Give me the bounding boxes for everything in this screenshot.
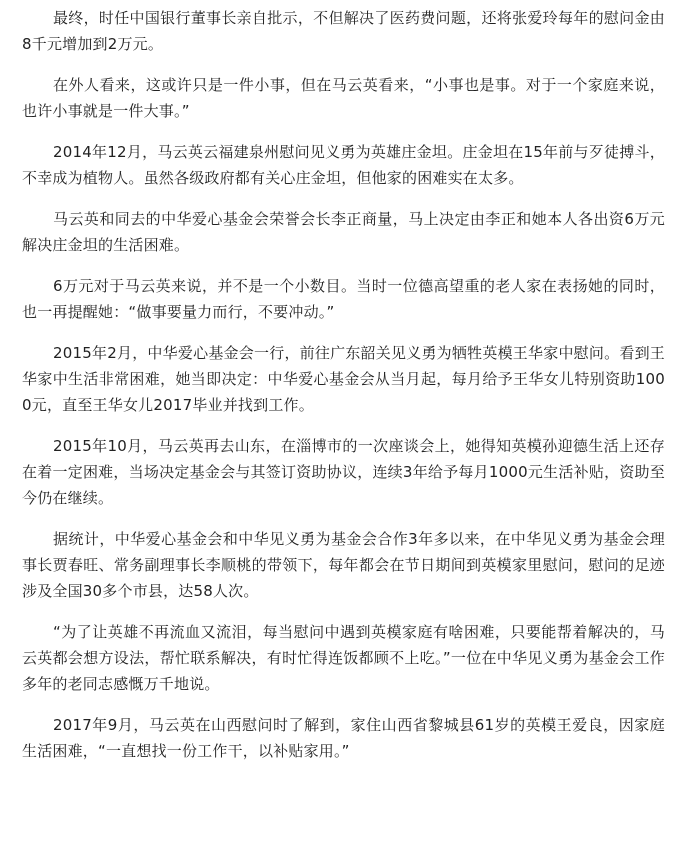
paragraph: “为了让英雄不再流血又流泪，每当慰问中遇到英模家庭有啥困难，只要能帮着解决的，马云英都会想方设法，帮忙联系解决，有时忙得连饭都顾不上吃。”一位在中华见义勇为基金会工作多年的老同志感慨万千地说。	[22, 623, 665, 693]
paragraph: 2015年10月，马云英再去山东，在淄博市的一次座谈会上，她得知英模孙迎德生活上还存在着一定困难，当场决定基金会与其签订资助协议，连续3年给予每月1000元生活补贴，资助至今仍在继续。	[22, 437, 665, 507]
paragraph: 6万元对于马云英来说，并不是一个小数目。当时一位德高望重的老人家在表扬她的同时，也一再提醒她：“做事要量力而行，不要冲动。”	[22, 277, 665, 321]
paragraph: 在外人看来，这或许只是一件小事，但在马云英看来，“小事也是事。对于一个家庭来说，也许小事就是一件大事。”	[22, 76, 665, 120]
paragraph: 2017年9月，马云英在山西慰问时了解到，家住山西省黎城县61岁的英模王爱良，因家庭生活困难，“一直想找一份工作干，以补贴家用。”	[22, 716, 665, 760]
paragraph: 最终，时任中国银行董事长亲自批示，不但解决了医药费问题，还将张爱玲每年的慰问金由8千元增加到2万元。	[22, 9, 665, 53]
paragraph: 据统计，中华爱心基金会和中华见义勇为基金会合作3年多以来，在中华见义勇为基金会理事长贾春旺、常务副理事长李顺桃的带领下，每年都会在节日期间到英模家里慰问，慰问的足迹涉及全国30多个市县，达58人次。	[22, 530, 665, 600]
paragraph: 2015年2月，中华爱心基金会一行，前往广东韶关见义勇为牺牲英模王华家中慰问。看到王华家中生活非常困难，她当即决定：中华爱心基金会从当月起，每月给予王华女儿特别资助1000元，直至王华女儿2017毕业并找到工作。	[22, 344, 665, 414]
paragraph: 2014年12月，马云英云福建泉州慰问见义勇为英雄庄金坦。庄金坦在15年前与歹徒搏斗，不幸成为植物人。虽然各级政府都有关心庄金坦，但他家的困难实在太多。	[22, 143, 665, 187]
paragraph: 马云英和同去的中华爱心基金会荣誉会长李正商量，马上决定由李正和她本人各出资6万元解决庄金坦的生活困难。	[22, 210, 665, 254]
